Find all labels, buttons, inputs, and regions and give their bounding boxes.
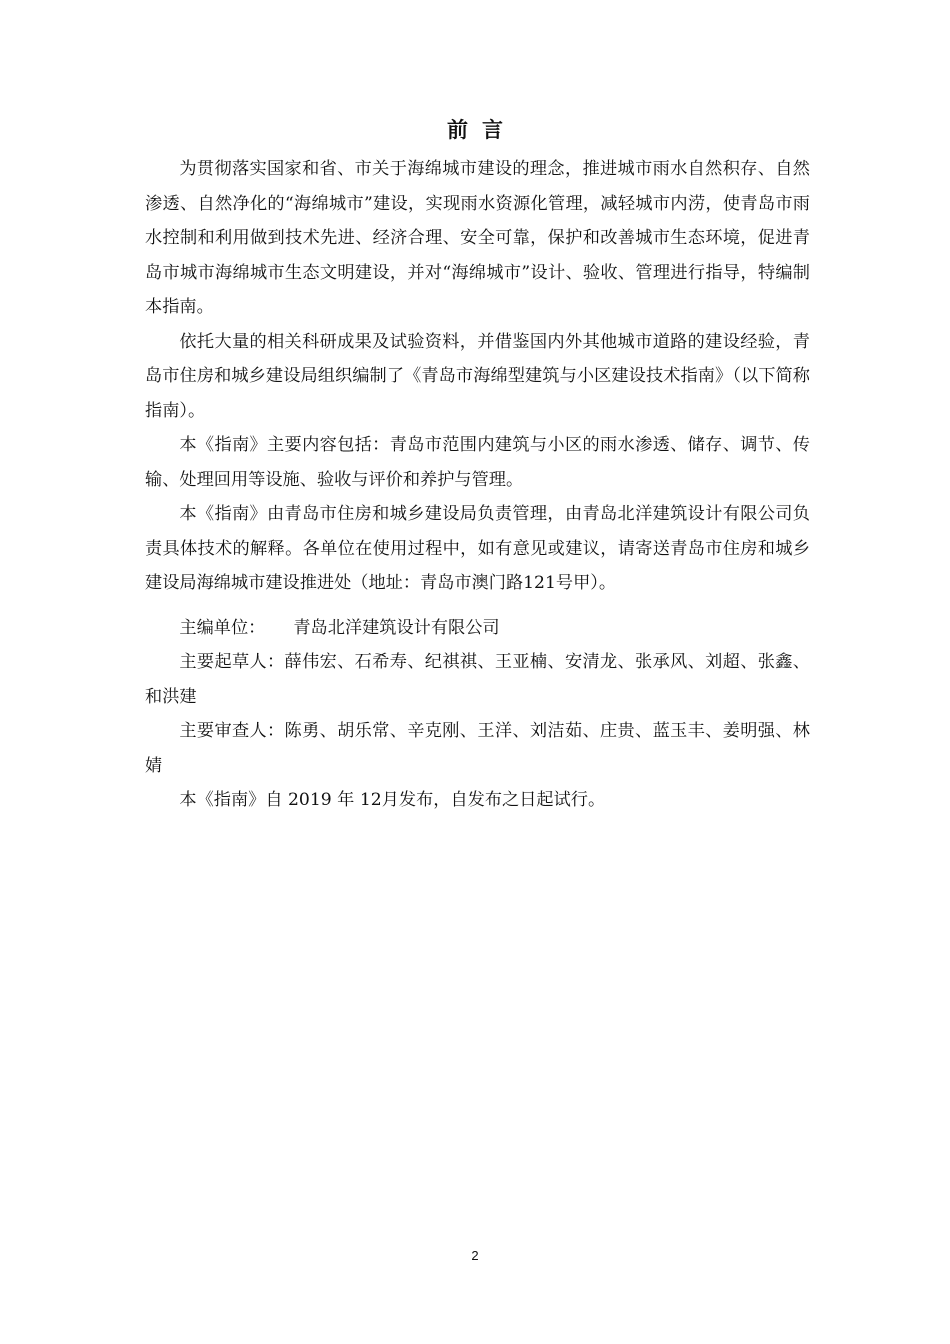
editor-unit-value: 青岛北洋建筑设计有限公司 bbox=[293, 617, 500, 638]
reviewers-value: 陈勇、胡乐常、辛克刚、王洋、刘洁茹、庄贵、蓝玉丰、姜明强、林婧 bbox=[145, 721, 810, 776]
drafters-value: 薛伟宏、石希寿、纪祺祺、王亚楠、安清龙、张承风、刘超、张鑫、和洪建 bbox=[145, 652, 810, 707]
page-title: 前言 bbox=[447, 117, 517, 142]
editor-unit-label: 主编单位： bbox=[179, 617, 266, 638]
paragraph-management: 本《指南》由青岛市住房和城乡建设局负责管理，由青岛北洋建筑设计有限公司负责具体技术的解释。各单位在使用过程中，如有意见或建议，请寄送青岛市住房和城乡建设局海绵城市建设推进处（地址：青岛市澳门路121号甲）。 bbox=[145, 504, 810, 593]
page-number: 2 bbox=[471, 1248, 479, 1263]
reviewers-line bbox=[145, 714, 810, 783]
drafters-line bbox=[145, 645, 810, 714]
paragraph-contents: 本《指南》主要内容包括：青岛市范围内建筑与小区的雨水渗透、储存、调节、传输、处理回用等设施、验收与评价和养护与管理。 bbox=[145, 435, 810, 490]
editor-unit-line bbox=[145, 611, 810, 646]
drafters-label: 主要起草人： bbox=[179, 652, 285, 672]
paragraph-purpose: 为贯彻落实国家和省、市关于海绵城市建设的理念，推进城市雨水自然积存、自然渗透、自然净化的“海绵城市”建设，实现雨水资源化管理，减轻城市内涝，使青岛市雨水控制和利用做到技术先进、经济合理、安全可靠，保护和改善城市生态环境，促进青岛市城市海绵城市生态文明建设，并对“海绵城市”设计、验收、管理进行指导，特编制本指南。 bbox=[145, 159, 810, 317]
paragraph-basis: 依托大量的相关科研成果及试验资料，并借鉴国内外其他城市道路的建设经验，青岛市住房和城乡建设局组织编制了《青岛市海绵型建筑与小区建设技术指南》（以下简称指南）。 bbox=[145, 331, 810, 421]
reviewers-label: 主要审查人： bbox=[179, 721, 285, 741]
preface-body bbox=[145, 152, 810, 818]
release-note: 本《指南》自 2019 年 12月发布，自发布之日起试行。 bbox=[179, 790, 606, 810]
